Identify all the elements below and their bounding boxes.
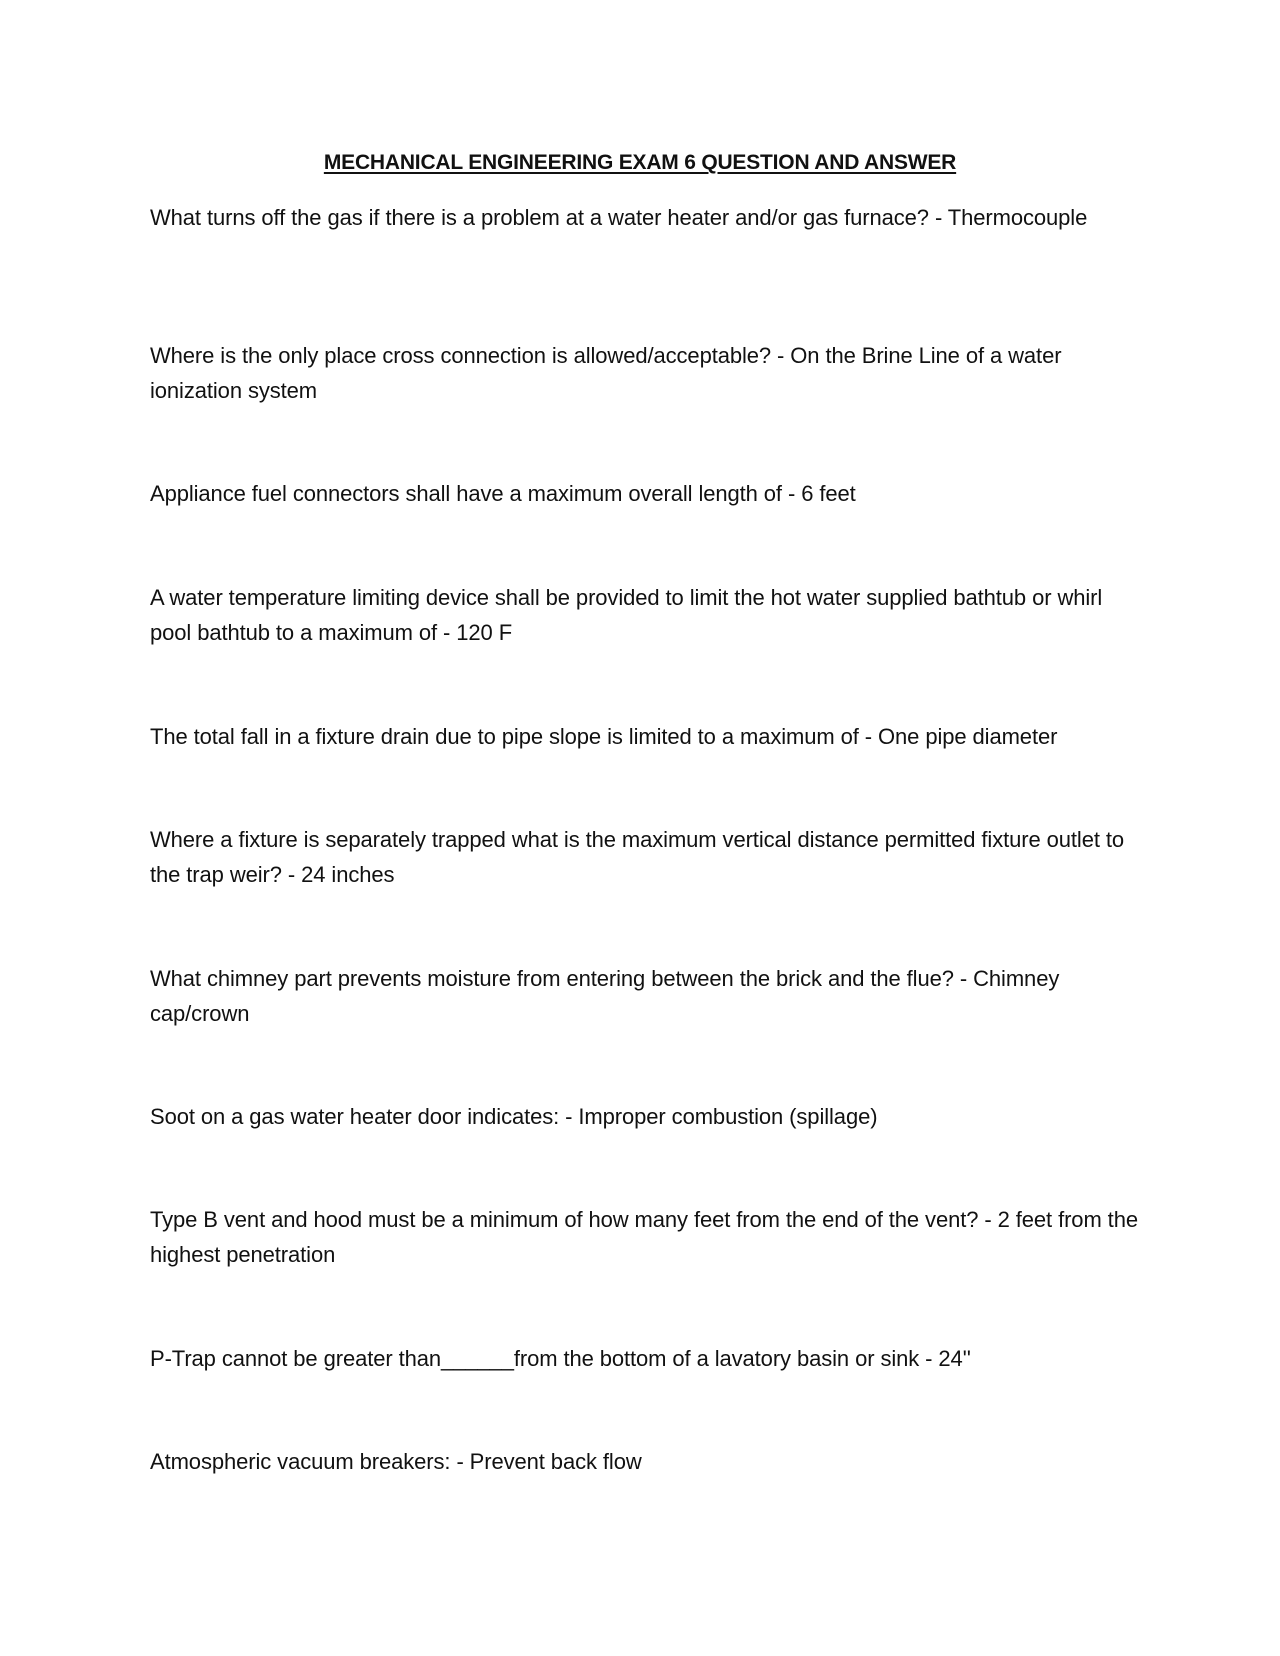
qa-item-11: Atmospheric vacuum breakers: - Prevent back flow <box>150 1449 642 1474</box>
qa-item-9: Type B vent and hood must be a minimum of how many feet from the end of the vent? - 2 feet from the highest penetration <box>150 1207 1138 1267</box>
qa-item-1: What turns off the gas if there is a problem at a water heater and/or gas furnace? - Thermocouple <box>150 205 1088 230</box>
qa-item-5: The total fall in a fixture drain due to pipe slope is limited to a maximum of - One pipe diameter <box>150 724 1058 749</box>
qa-item-3: Appliance fuel connectors shall have a maximum overall length of - 6 feet <box>150 481 856 506</box>
document-title: MECHANICAL ENGINEERING EXAM 6 QUESTION AND ANSWER <box>323 151 957 174</box>
qa-item-6: Where a fixture is separately trapped what is the maximum vertical distance permitted fixture outlet to the trap weir? - 24 inches <box>150 827 1125 887</box>
qa-item-8: Soot on a gas water heater door indicates: - Improper combustion (spillage) <box>150 1104 878 1129</box>
qa-item-7: What chimney part prevents moisture from entering between the brick and the flue? - Chimney cap/crown <box>150 966 1060 1026</box>
qa-item-4: A water temperature limiting device shall be provided to limit the hot water supplied bathtub or whirl pool bathtub to a maximum of - 120 F <box>150 585 1103 645</box>
qa-item-2: Where is the only place cross connection is allowed/acceptable? - On the Brine Line of a water ionization system <box>150 343 1062 403</box>
qa-item-10: P-Trap cannot be greater than______from the bottom of a lavatory basin or sink - 24'' <box>150 1346 971 1371</box>
